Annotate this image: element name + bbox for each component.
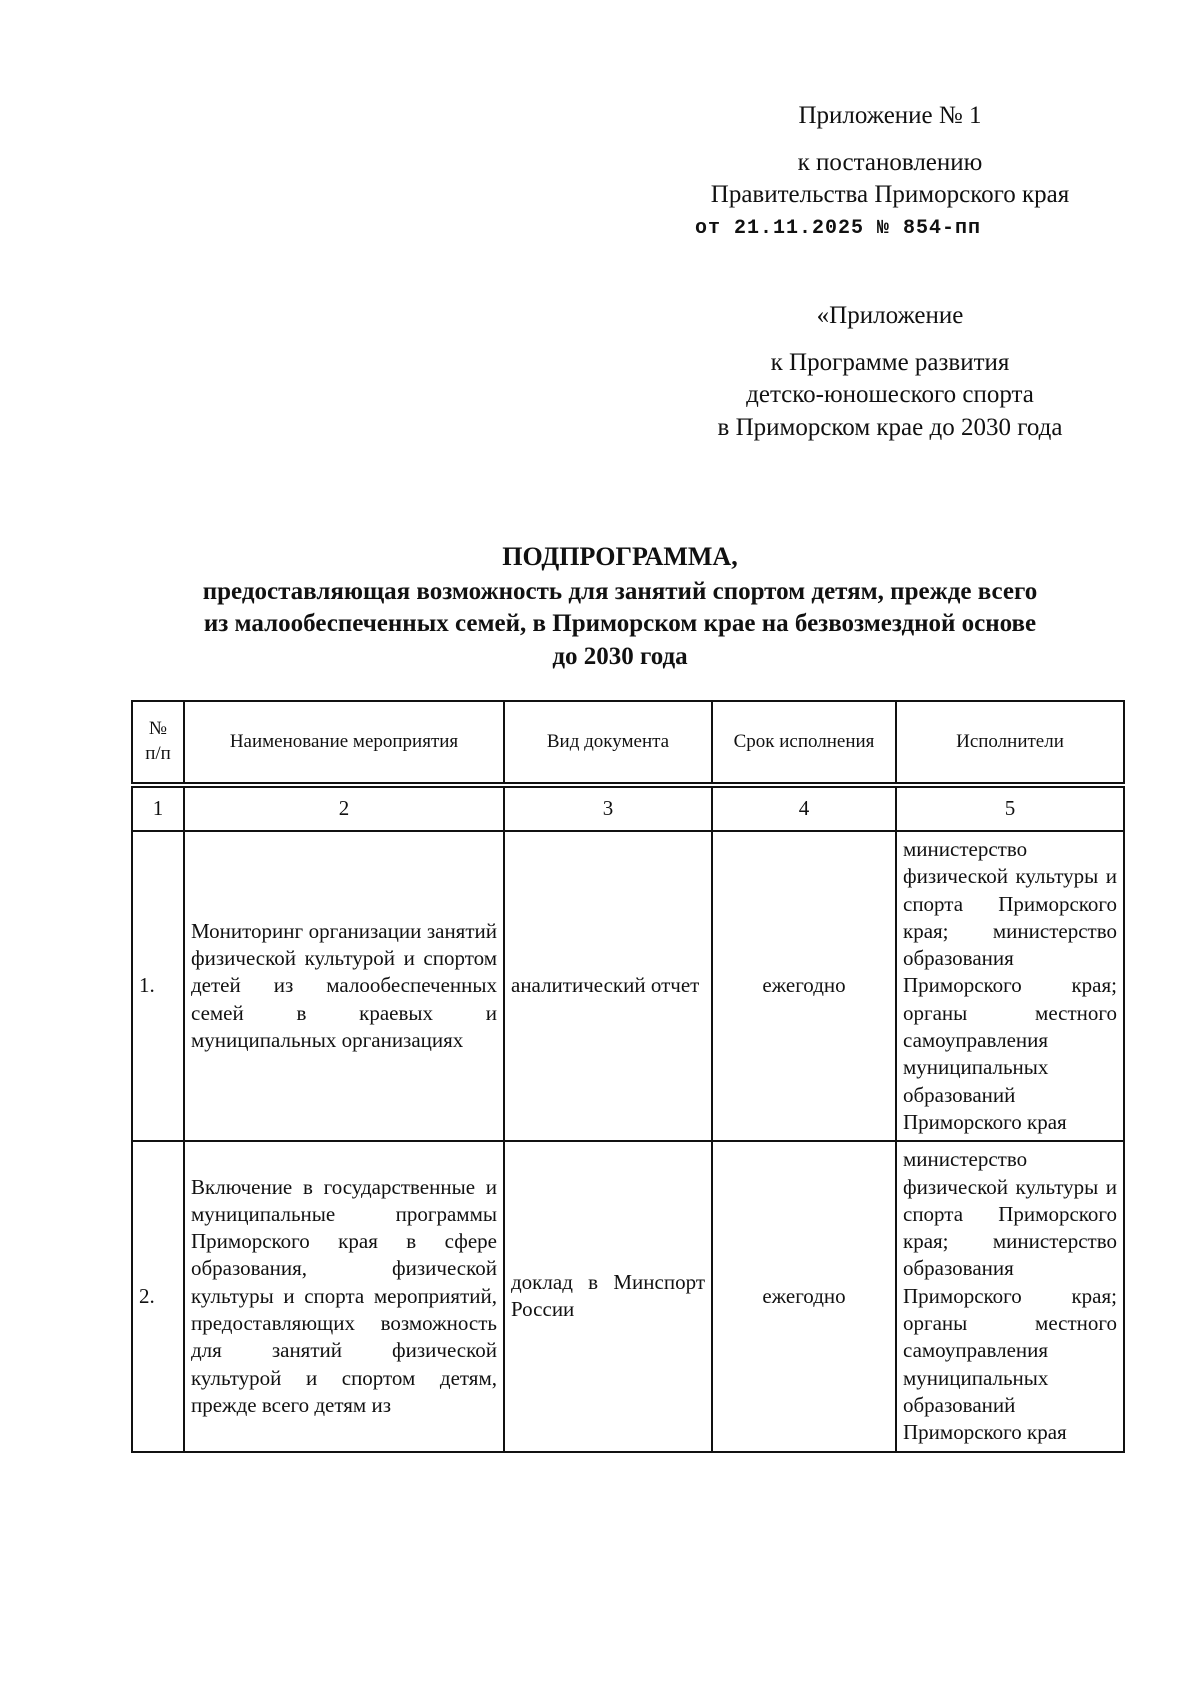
row-number: 1. — [132, 831, 184, 1141]
header-executors: Исполнители — [896, 701, 1124, 785]
column-number: 1 — [132, 785, 184, 831]
decree-number: от 21.11.2025 № 854-пп — [695, 216, 982, 240]
document-title-line-2: из малообеспеченных семей, в Приморском крае на безвозмездной основе — [203, 610, 1037, 638]
column-number: 5 — [896, 785, 1124, 831]
table-header-row — [132, 701, 1124, 785]
appendix-line-1: к постановлению — [797, 148, 983, 176]
document-type: доклад в Минспорт России — [504, 1141, 712, 1451]
program-appendix-line-3: в Приморском крае до 2030 года — [717, 413, 1063, 441]
table-row — [132, 1141, 1124, 1451]
executors: министерство физической культуры и спорта Приморского края; министерство образования Приморского края; органы местного самоуправления муниципальных образований Приморского края — [896, 831, 1124, 1141]
program-appendix-header — [660, 300, 1120, 444]
deadline: ежегодно — [712, 831, 896, 1141]
column-number: 3 — [504, 785, 712, 831]
executors: министерство физической культуры и спорта Приморского края; министерство образования Приморского края; органы местного самоуправления муниципальных образований Приморского края — [896, 1141, 1124, 1451]
table-row — [132, 831, 1124, 1141]
document-title — [110, 540, 1130, 673]
document-title-line-3: до 2030 года — [552, 642, 688, 670]
appendix-line-2: Правительства Приморского края — [710, 181, 1070, 208]
column-number: 4 — [712, 785, 896, 831]
program-appendix-line-1: к Программе развития — [770, 348, 1010, 376]
document-title-main: ПОДПРОГРАММА, — [502, 542, 738, 571]
header-number: № п/п — [132, 701, 184, 785]
column-number: 2 — [184, 785, 504, 831]
subprogram-table — [131, 700, 1125, 1453]
appendix-header — [660, 100, 1120, 242]
program-appendix-title: «Приложение — [816, 302, 964, 329]
header-document-type: Вид документа — [504, 701, 712, 785]
header-deadline: Срок исполнения — [712, 701, 896, 785]
activity-name: Включение в государственные и муниципальные программы Приморского края в сфере образования, физической культуры и спорта мероприятий, предоставляющих возможность для занятий физической культурой и спортом детям, прежде всего детям из — [184, 1141, 504, 1451]
column-number-row — [132, 785, 1124, 831]
deadline: ежегодно — [712, 1141, 896, 1451]
program-appendix-line-2: детско-юношеского спорта — [746, 381, 1034, 408]
activity-name: Мониторинг организации занятий физической культурой и спортом детей из малообеспеченных семей в краевых и муниципальных организациях — [184, 831, 504, 1141]
row-number: 2. — [132, 1141, 184, 1451]
appendix-title: Приложение № 1 — [798, 102, 982, 129]
document-type: аналитический отчет — [504, 831, 712, 1141]
document-title-line-1: предоставляющая возможность для занятий спортом детям, прежде всего — [202, 577, 1038, 605]
header-activity-name: Наименование мероприятия — [184, 701, 504, 785]
